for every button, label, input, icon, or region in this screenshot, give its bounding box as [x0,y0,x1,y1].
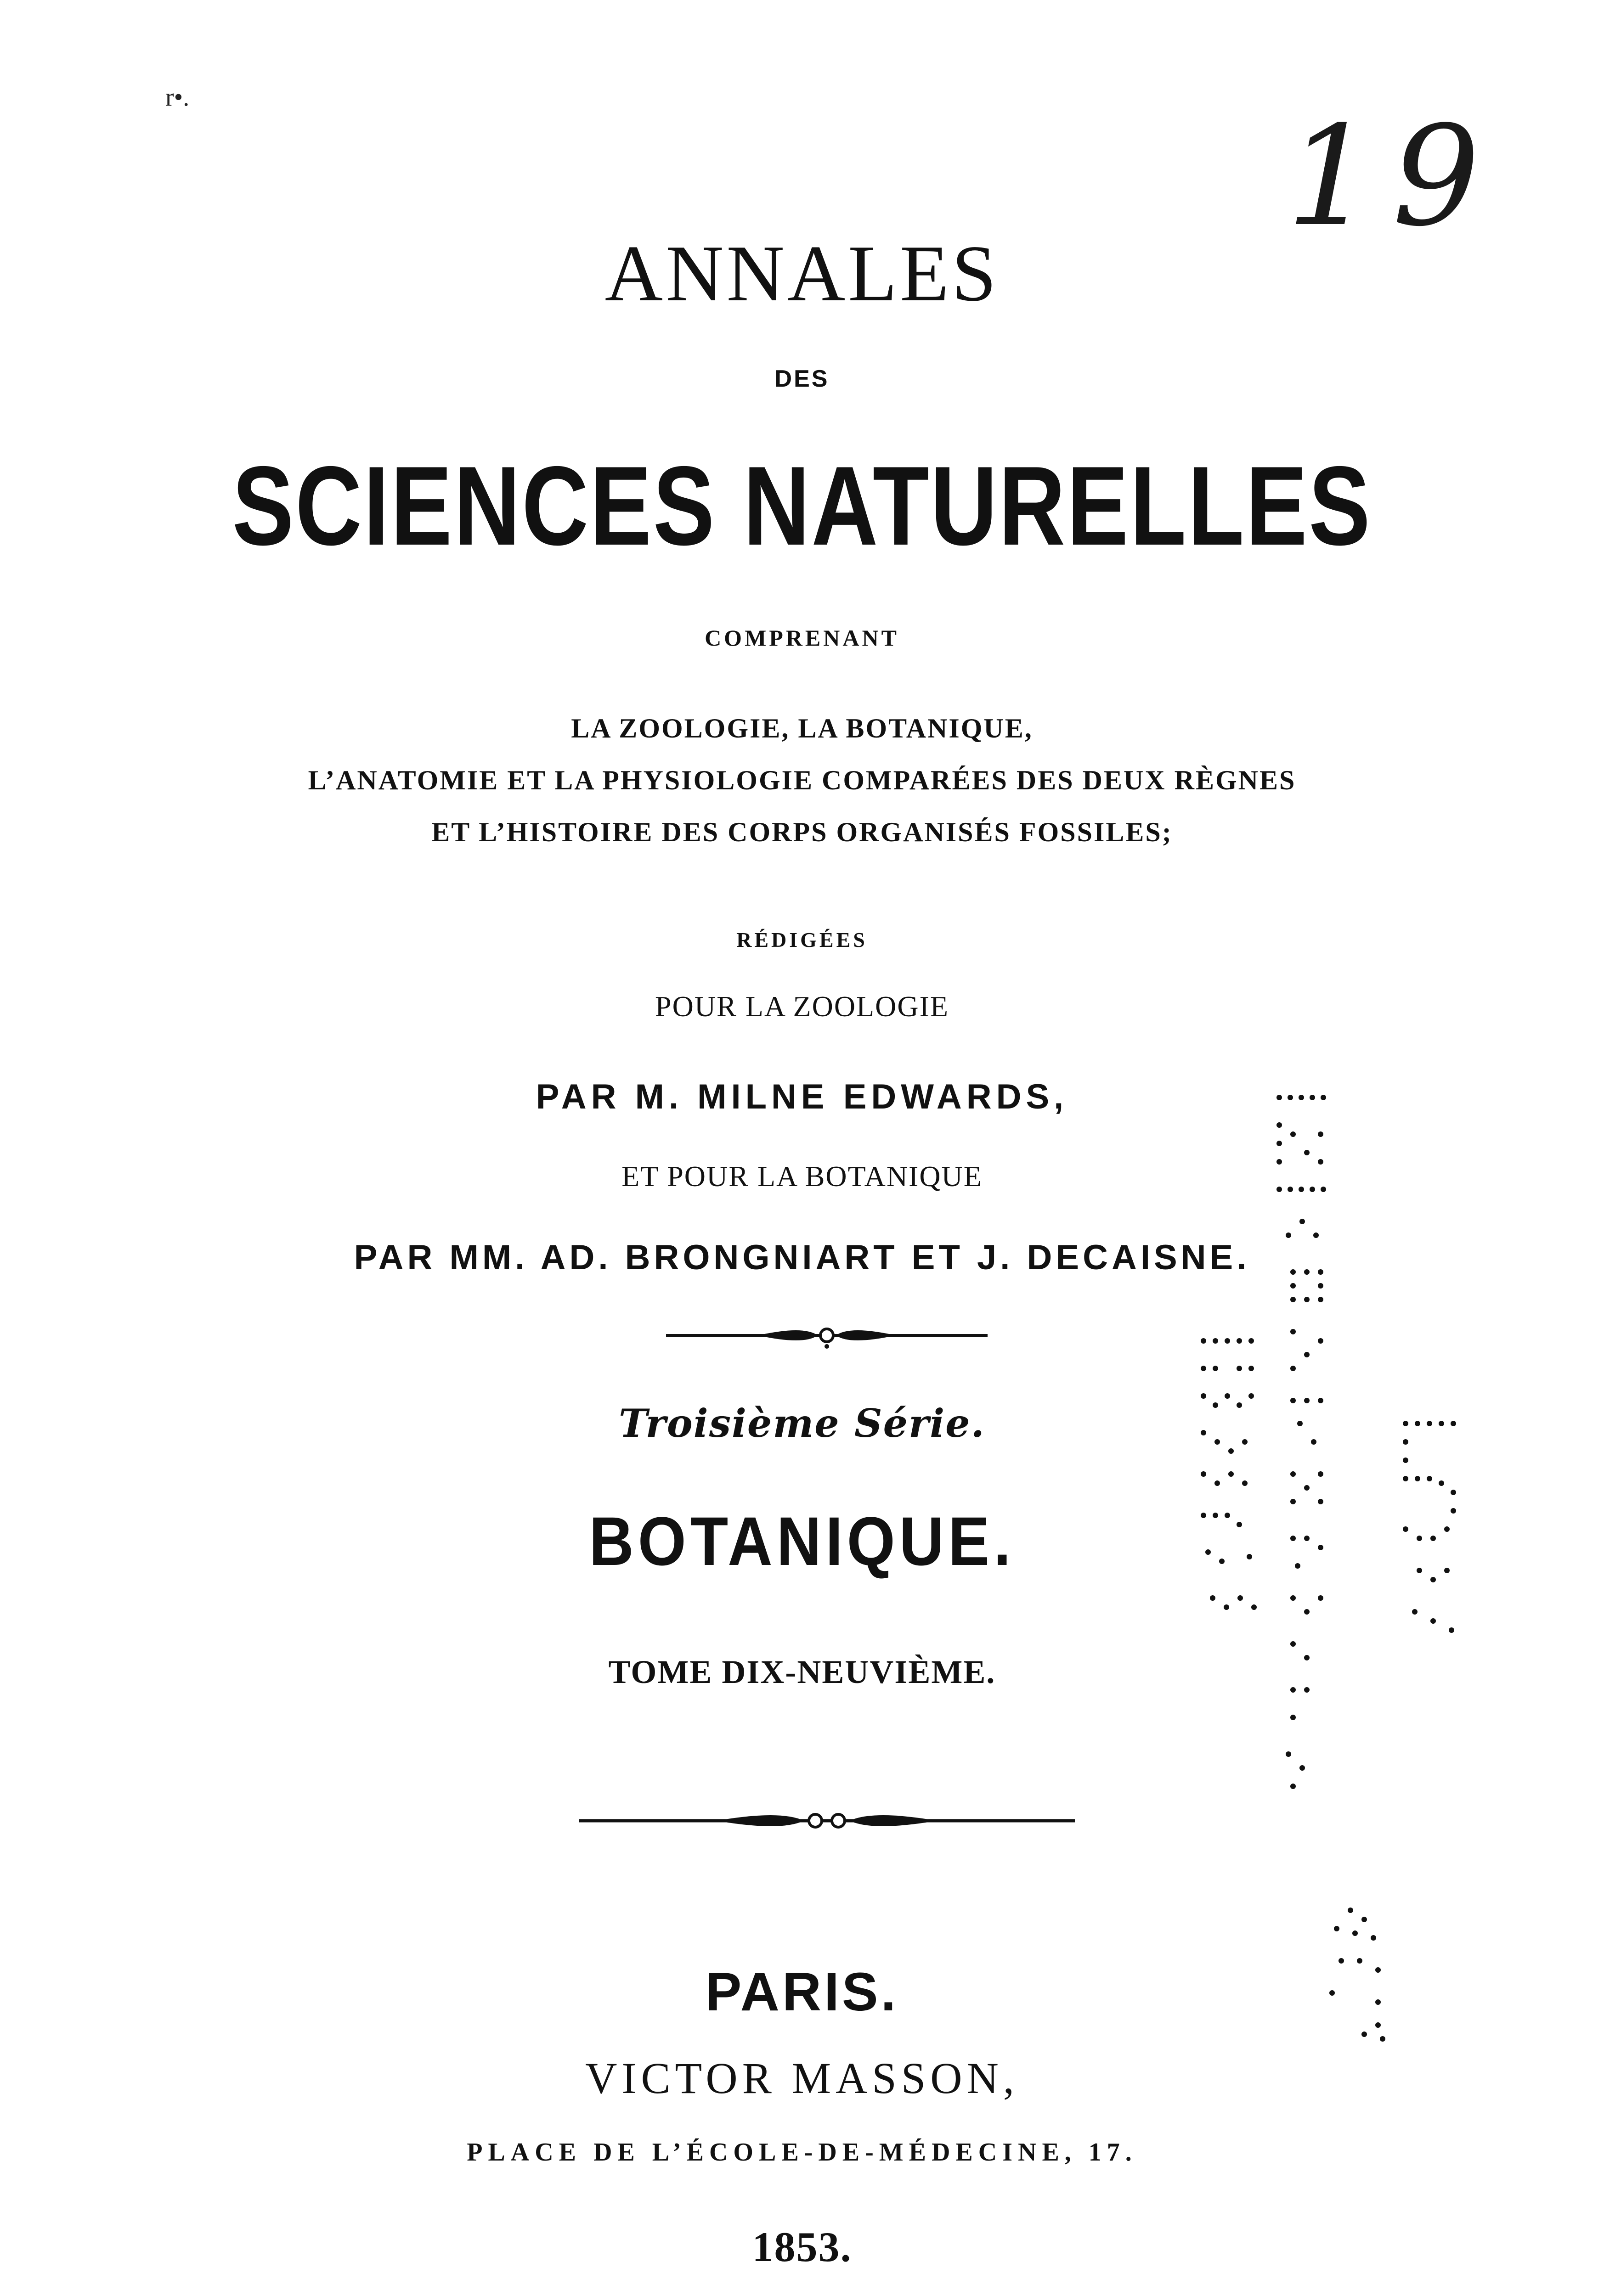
page-title: SCIENCES NATURELLES [232,443,1372,568]
ornament-rule-bottom [579,1807,1075,1835]
volume-label: TOME DIX-NEUVIÈME. [608,1654,996,1690]
zoology-editor: PAR M. MILNE EDWARDS, [536,1077,1068,1116]
stamp-column [1276,1095,1326,1789]
subtitle-line: ET L’HISTOIRE DES CORPS ORGANISÉS FOSSILES; [431,817,1173,847]
imprint-year: 1853. [752,2223,852,2270]
imprint-address: PLACE DE L’ÉCOLE-DE-MÉDECINE, 17. [467,2138,1137,2167]
subtitle-line: LA ZOOLOGIE, LA BOTANIQUE, [571,713,1033,743]
title-des: DES [774,366,830,392]
series-label: Troisième Série. [619,1401,985,1446]
editors-redigees: RÉDIGÉES [736,928,868,951]
botany-intro: ET POUR LA BOTANIQUE [621,1160,983,1193]
subtitle-line: L’ANATOMIE ET LA PHYSIOLOGIE COMPARÉES DES DEUX RÈGNES [308,765,1296,795]
imprint-city: PARIS. [705,1962,899,2022]
title-annales: ANNALES [604,229,1000,318]
corner-mark: r•. [165,83,190,112]
section-title: BOTANIQUE. [589,1503,1015,1580]
ornament-rule-top [666,1322,988,1350]
imprint-publisher: VICTOR MASSON, [585,2054,1019,2103]
handwritten-volume-number: 19 [1286,96,1498,257]
perforation-stamp [1167,1084,1497,1828]
subtitle-comprenant: COMPRENANT [705,625,899,651]
zoology-intro: POUR LA ZOOLOGIE [655,990,949,1023]
botany-editors: PAR MM. AD. BRONGNIART ET J. DECAISNE. [354,1238,1250,1277]
perforation-stamp-small [1323,1901,1406,2048]
